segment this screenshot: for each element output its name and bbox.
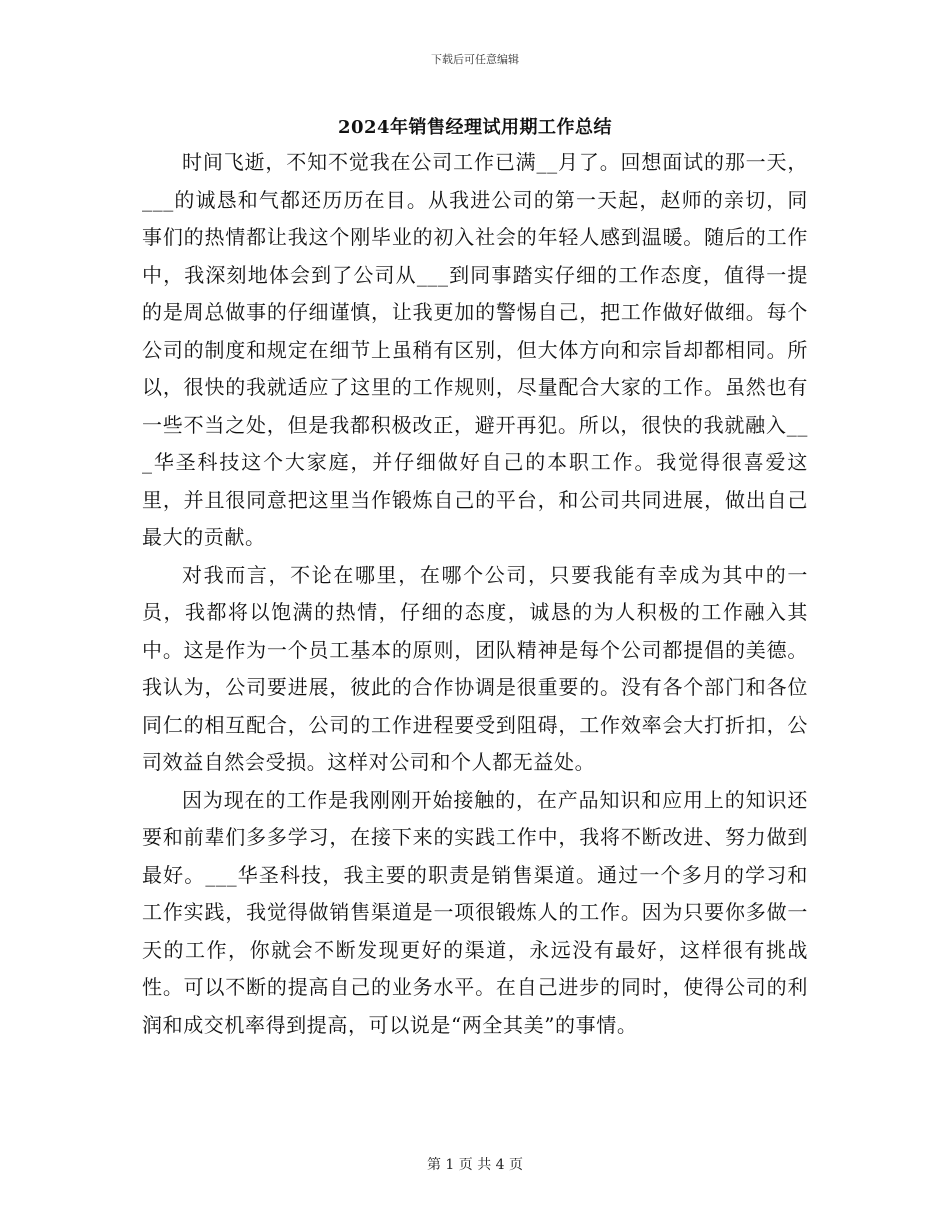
body-paragraph-3: 因为现在的工作是我刚刚开始接触的，在产品知识和应用上的知识还要和前辈们多多学习，在接下来的实践工作中，我将不断改进、努力做到最好。___华圣科技，我主要的职责是销售渠道。通过一个多月的学习和工作实践，我觉得做销售渠道是一项很锻炼人的工作。因为只要你多做一天的工作，你就会不断发现更好的渠道，永远没有最好，这样很有挑战性。可以不断的提高自己的业务水平。在自己进步的同时，使得公司的利润和成交机率得到提高，可以说是“两全其美”的事情。 xyxy=(142,787,808,1037)
body-paragraph-2: 对我而言，不论在哪里，在哪个公司，只要我能有幸成为其中的一员，我都将以饱满的热情，仔细的态度，诚恳的为人积极的工作融入其中。这是作为一个员工基本的原则，团队精神是每个公司都提倡的美德。我认为，公司要进展，彼此的合作协调是很重要的。没有各个部门和各位同仁的相互配合，公司的工作进程要受到阻碍，工作效率会大打折扣，公司效益自然会受损。这样对公司和个人都无益处。 xyxy=(142,562,808,774)
page-header-note: 下载后可任意编辑 xyxy=(431,53,519,66)
page-number-footer: 第 1 页 共 4 页 xyxy=(426,1157,524,1173)
document-body xyxy=(142,144,808,1044)
document-title: 2024年销售经理试用期工作总结 xyxy=(337,117,613,138)
body-paragraph-1: 时间飞逝，不知不觉我在公司工作已满__月了。回想面试的那一天，___的诚恳和气都还历历在目。从我进公司的第一天起，赵师的亲切，同事们的热情都让我这个刚毕业的初入社会的年轻人感到温暖。随后的工作中，我深刻地体会到了公司从___到同事踏实仔细的工作态度，值得一提的是周总做事的仔细谨慎，让我更加的警惕自己，把工作做好做细。每个公司的制度和规定在细节上虽稍有区别，但大体方向和宗旨却都相同。所以，很快的我就适应了这里的工作规则，尽量配合大家的工作。虽然也有一些不当之处，但是我都积极改正，避开再犯。所以，很快的我就融入___华圣科技这个大家庭，并仔细做好自己的本职工作。我觉得很喜爱这里，并且很同意把这里当作锻炼自己的平台，和公司共同进展，做出自己最大的贡献。 xyxy=(142,150,808,549)
